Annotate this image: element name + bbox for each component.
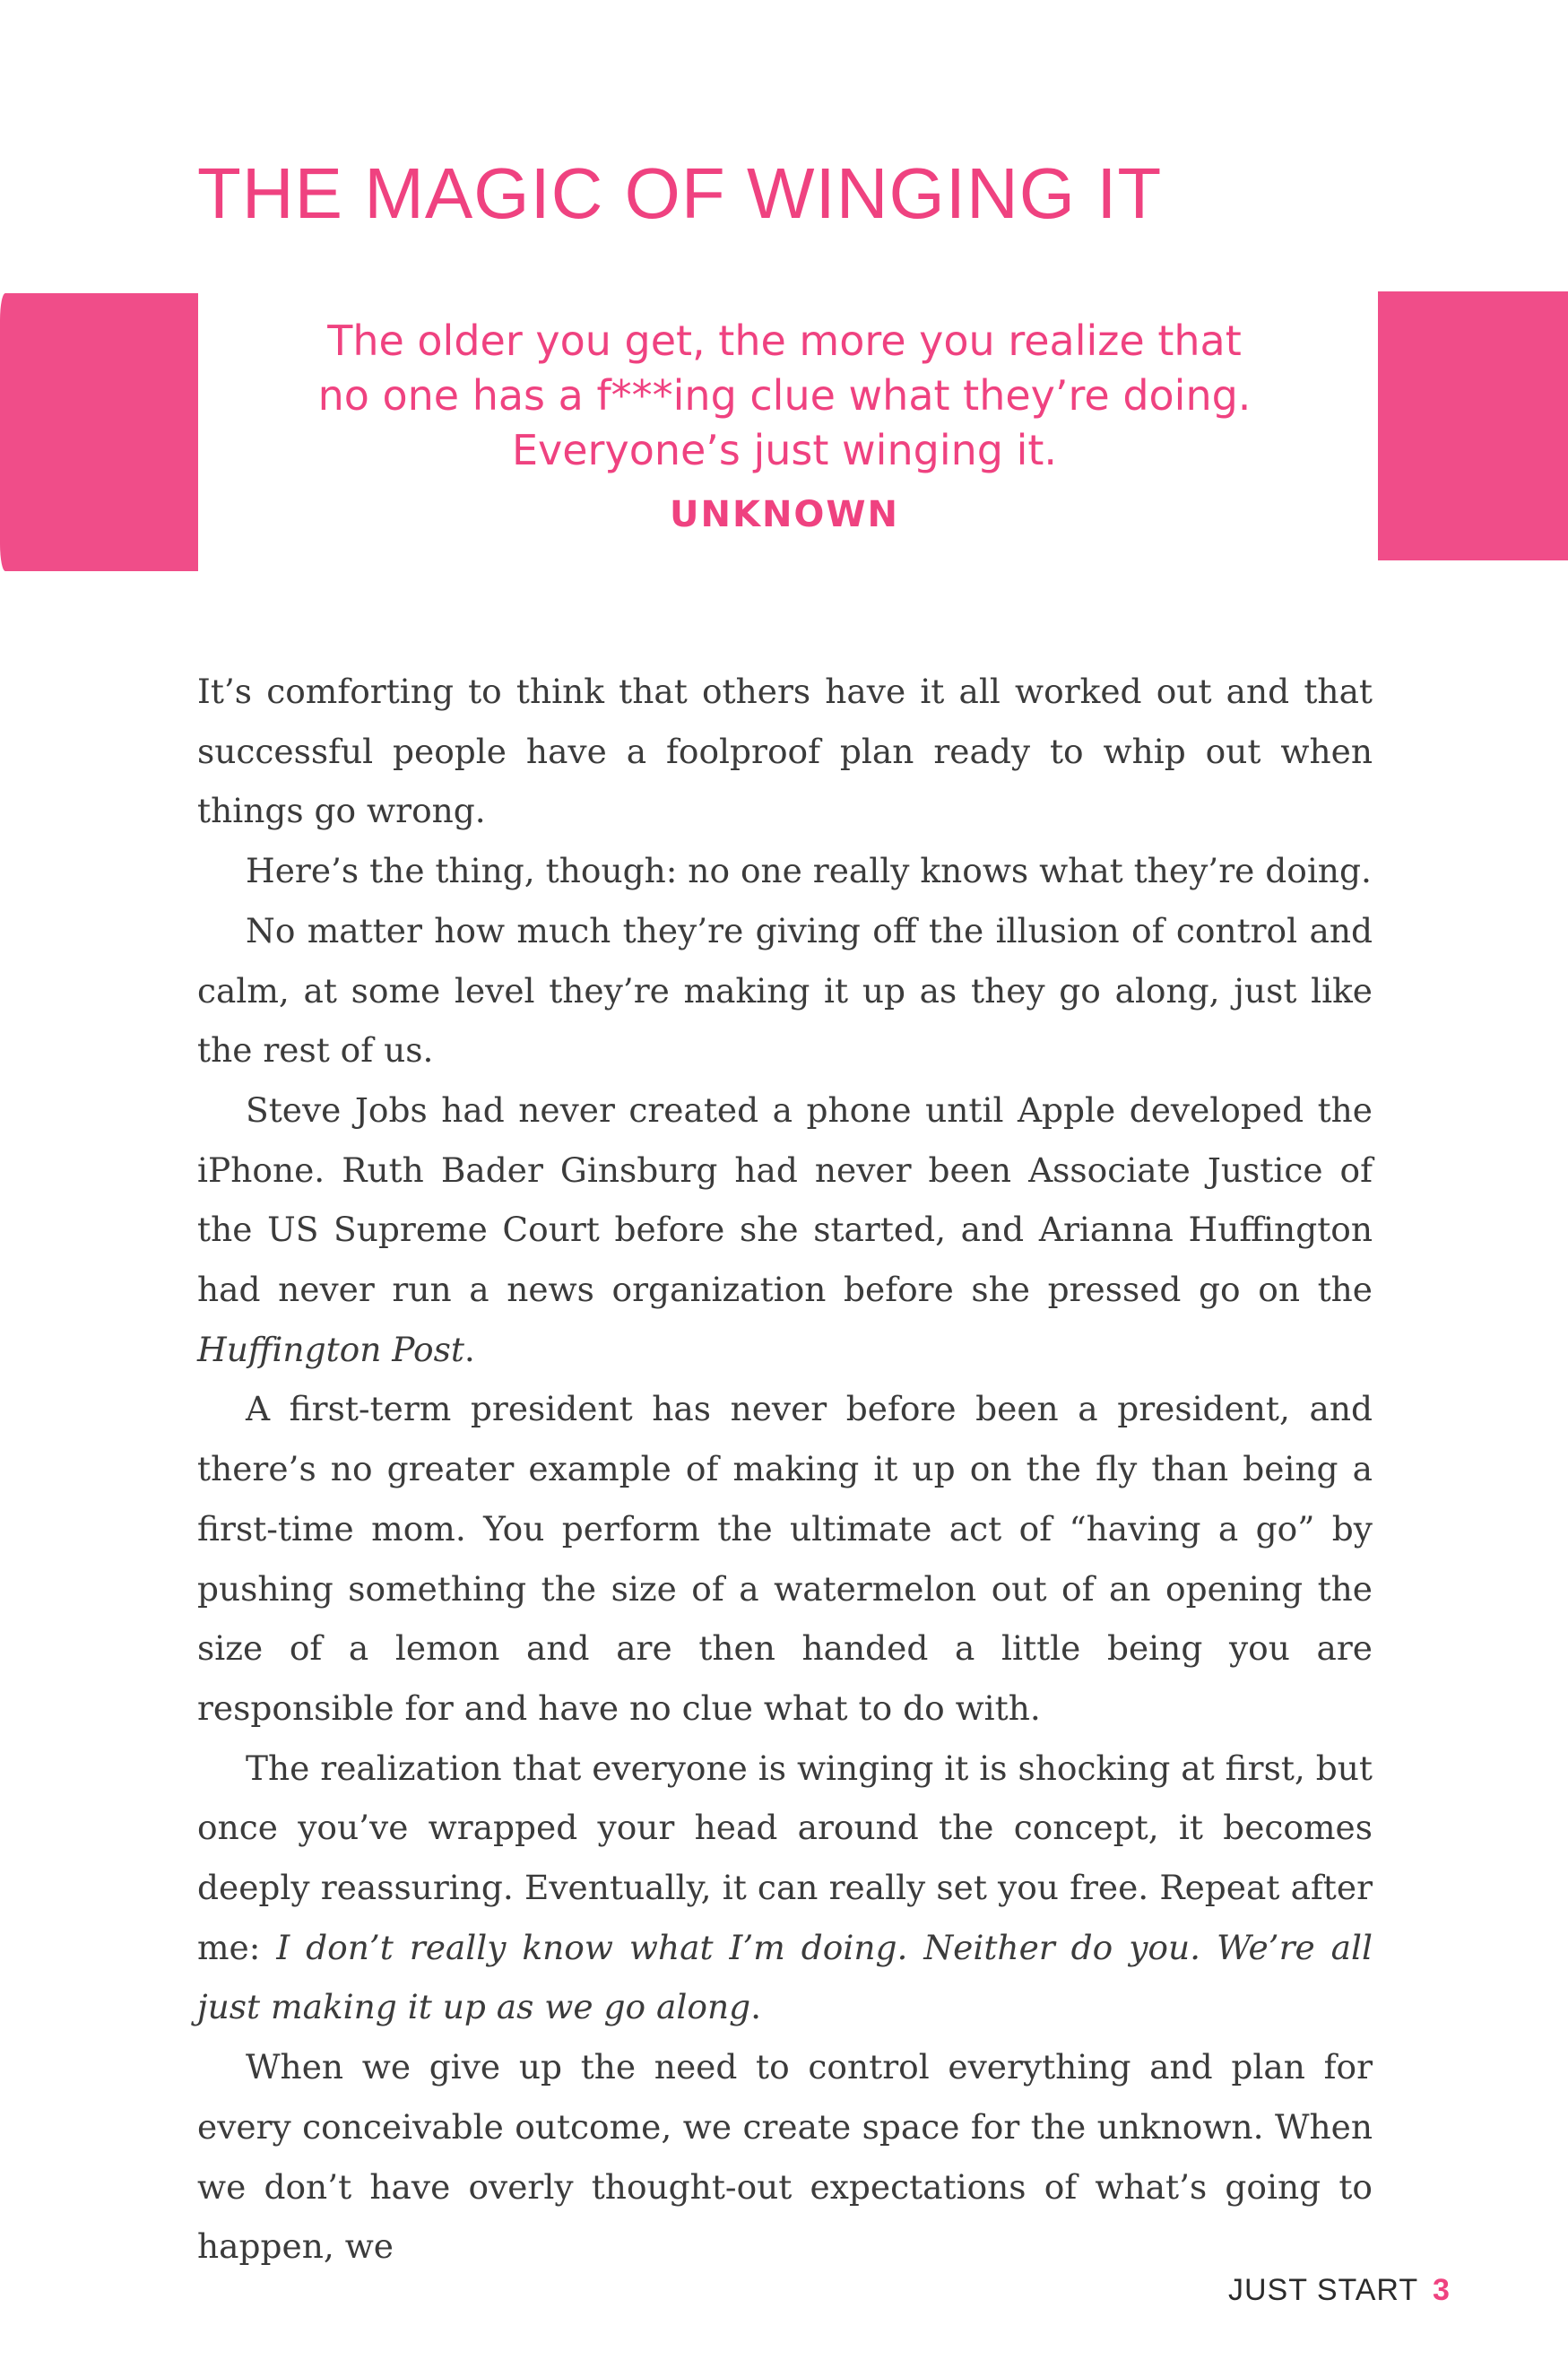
paragraph-2: Here’s the thing, though: no one really knows what they’re doing. <box>246 851 1372 891</box>
body-text <box>197 662 1373 2277</box>
running-footer: JUST START <box>1228 2273 1419 2307</box>
paragraph-1: It’s comforting to think that others have it all worked out and that successful people have a foolproof plan ready to whip out when things go wrong. <box>197 672 1373 831</box>
epigraph <box>269 314 1300 535</box>
paragraph-6-text: The realization that everyone is winging it is shocking at first, but once you’ve wrapped your head around the concept, it becomes deeply reassuring. Eventually, it can really set you free. Repeat after me: <box>197 1748 1373 1967</box>
paragraph-4-text: Steve Jobs had never created a phone until Apple developed the iPhone. Ruth Bader Ginsburg had never been Associate Justice of the US Supreme Court before she started, and Arianna Huffington had never run a news organization before she pressed go on the <box>197 1089 1373 1310</box>
epigraph-source: UNKNOWN <box>669 494 900 535</box>
epigraph-band-right <box>1378 291 1568 560</box>
paragraph-4-end: . <box>463 1329 475 1369</box>
epigraph-line: The older you get, the more you realize that <box>327 317 1242 365</box>
paragraph-4 <box>197 1080 1373 1380</box>
epigraph-line: Everyone’s just winging it. <box>511 426 1058 474</box>
paragraph-4-italic: Huffington Post <box>197 1329 464 1369</box>
paragraph-5: A first-term president has never before been a president, and there’s no greater example of making it up on the fly than being a first-time mom. You perform the ultimate act of “having a go” by pushing something the size of a watermelon out of an opening the size of a lemon and are then handed a little being you are responsible for and have no clue what to do with. <box>197 1389 1373 1728</box>
paragraph-6-italic: I don’t really know what I’m doing. Neither do you. We’re all just making it up as we go along <box>197 1927 1373 2027</box>
page-number: 3 <box>1433 2273 1450 2307</box>
epigraph-line: no one has a f***ing clue what they’re doing. <box>317 371 1252 420</box>
paragraph-6 <box>197 1739 1373 2038</box>
epigraph-band-left <box>0 293 198 571</box>
paragraph-7: When we give up the need to control everything and plan for every conceivable outcome, we create space for the unknown. When we don’t have overly thought-out expectations of what’s going to happen, we <box>197 2047 1373 2267</box>
paragraph-6-end: . <box>750 1987 762 2027</box>
paragraph-3: No matter how much they’re giving off the illusion of control and calm, at some level they’re making it up as they go along, just like the rest of us. <box>197 910 1373 1071</box>
page-title: THE MAGIC OF WINGING IT <box>197 153 1163 233</box>
